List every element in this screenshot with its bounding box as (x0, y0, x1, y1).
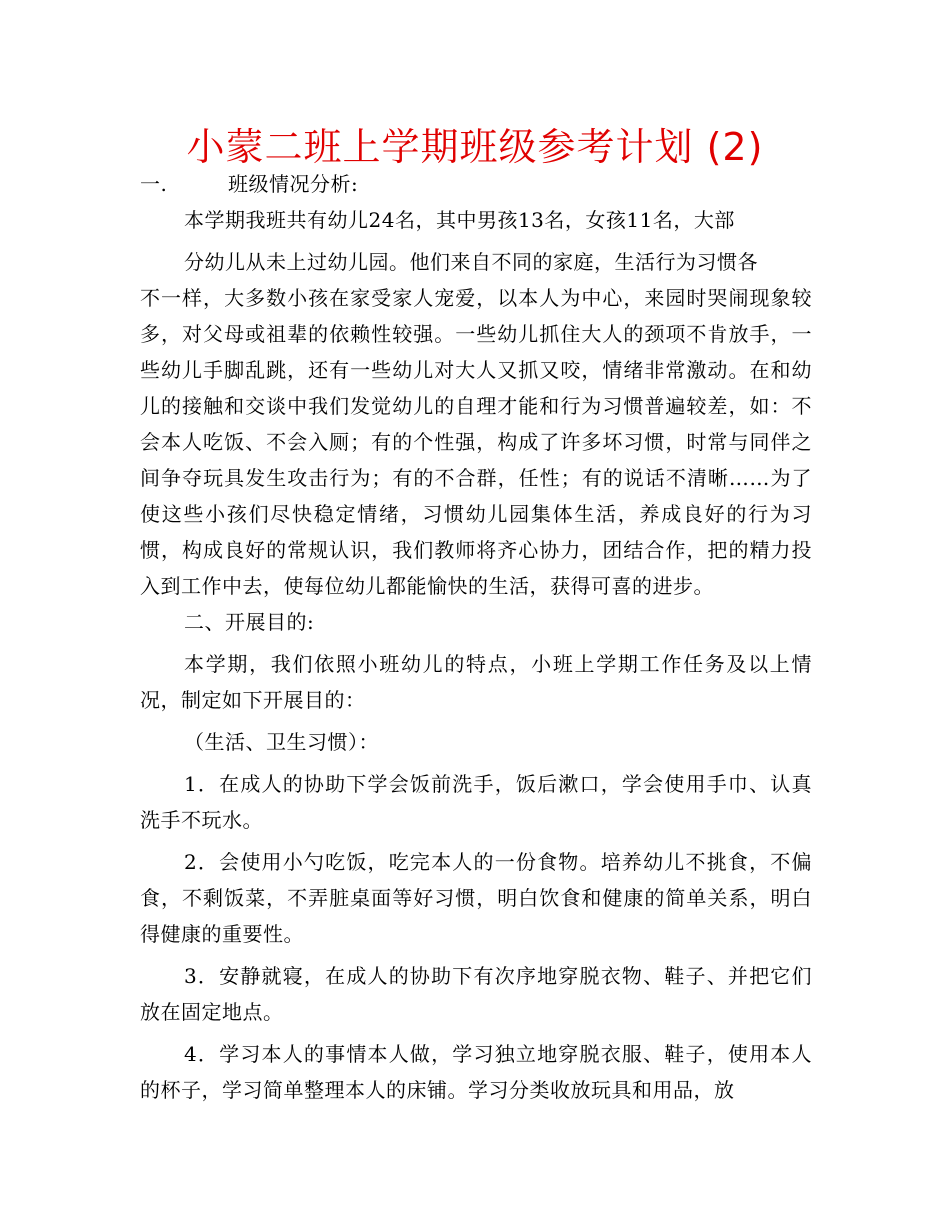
section-1-number: 一. (140, 172, 168, 196)
section-1-paragraph: 不一样，大多数小孩在家受家人宠爱，以本人为中心，来园时哭闹现象较多，对父母或祖辈的依赖性较强。一些幼儿抓住大人的颈项不肯放手，一些幼儿手脚乱跳，还有一些幼儿对大人又抓又咬，情绪非常激动。在和幼儿的接触和交谈中我们发觉幼儿的自理才能和行为习惯普遍较差，如：不会本人吃饭、不会入厕；有的个性强，构成了许多坏习惯，时常与同伴之间争夺玩具发生攻击行为；有的不合群，任性；有的说话不清晰……为了使这些小孩们尽快稳定情绪，习惯幼儿园集体生活，养成良好的行为习惯，构成良好的常规认识，我们教师将齐心协力，团结合作，把的精力投入到工作中去，使每位幼儿都能愉快的生活，获得可喜的进步。 (140, 286, 812, 598)
section-1-line-1: 本学期我班共有幼儿24名，其中男孩13名，女孩11名，大部 (184, 208, 735, 232)
list-item: 1．在成人的协助下学会饭前洗手，饭后漱口，学会使用手巾、认真洗手不玩水。 (140, 772, 812, 832)
section-2-subheading: （生活、卫生习惯）： (184, 730, 379, 754)
list-item: 3．安静就寝，在成人的协助下有次序地穿脱衣物、鞋子、并把它们放在固定地点。 (140, 964, 812, 1024)
list-item: 4．学习本人的事情本人做，学习独立地穿脱衣服、鞋子，使用本人的杯子，学习简单整理本人的床铺。学习分类收放玩具和用品，放 (140, 1042, 812, 1102)
document-body (140, 166, 812, 1108)
section-1-title: 班级情况分析: (228, 172, 359, 196)
section-2-intro: 本学期，我们依照小班幼儿的特点，小班上学期工作任务及以上情况，制定如下开展目的： (140, 652, 812, 712)
section-1-line-2: 分幼儿从未上过幼儿园。他们来自不同的家庭，生活行为习惯各 (184, 250, 758, 274)
list-item: 2．会使用小勺吃饭，吃完本人的一份食物。培养幼儿不挑食，不偏食，不剩饭菜，不弄脏桌面等好习惯，明白饮食和健康的简单关系，明白得健康的重要性。 (140, 850, 812, 946)
section-1-heading (140, 166, 812, 202)
document-title: 小蒙二班上学期班级参考计划 (2) (186, 125, 764, 169)
section-2-heading: 二、开展目的: (184, 610, 315, 634)
